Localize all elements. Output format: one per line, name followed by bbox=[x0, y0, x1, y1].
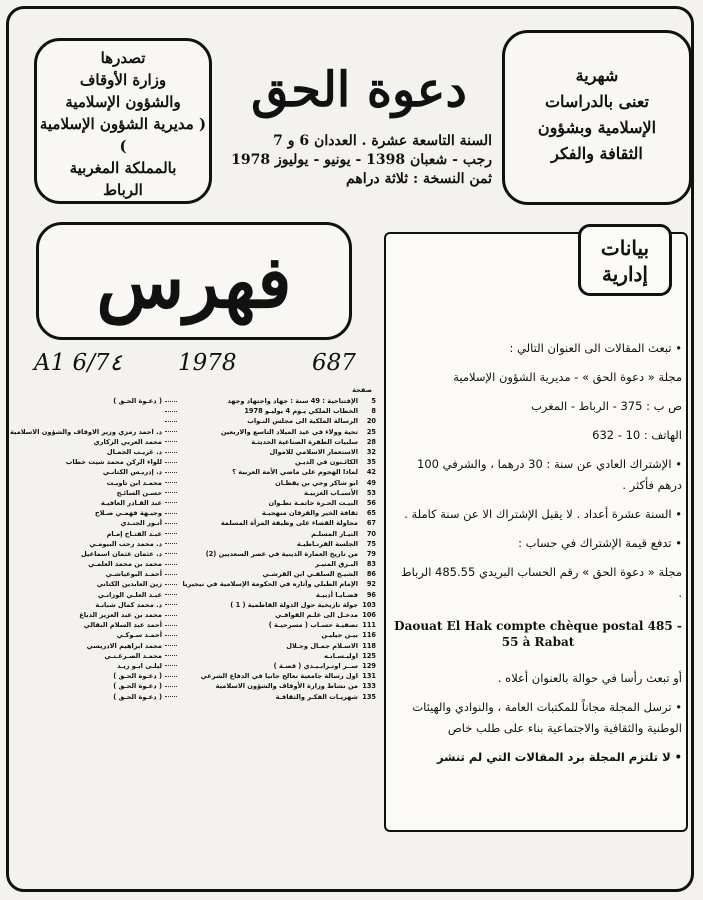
toc-author: ( دعـوة الحـق ) bbox=[113, 672, 162, 681]
toc-author: محمد بن عبد العزيز الدباغ bbox=[79, 611, 162, 620]
toc-author: أحمـد البوعياشـي bbox=[105, 570, 162, 579]
toc-dot-leader bbox=[165, 564, 177, 565]
toc-row bbox=[36, 549, 376, 559]
toc-dot-leader bbox=[165, 401, 177, 402]
toc-article-title: الأسبـاب الغربيـة bbox=[304, 488, 358, 497]
toc-article-title: البـرق المنيـر bbox=[315, 560, 358, 569]
toc-page-number: 131 bbox=[362, 672, 376, 681]
admin-header-line: إدارية bbox=[602, 262, 648, 286]
publisher-line: وزارة الأوقاف bbox=[79, 71, 167, 89]
toc-row bbox=[36, 600, 376, 610]
toc-dot-leader bbox=[165, 513, 177, 514]
toc-dot-leader bbox=[165, 655, 177, 656]
toc-dot-leader bbox=[165, 696, 177, 697]
toc-article-title: من تاريخ العمارة الدينية في عصر السعديين (2) bbox=[205, 549, 358, 558]
admin-item: • السنة عشرة أعداد . لا يقبل الإشتراك الا عن سنة كاملة . bbox=[404, 507, 682, 521]
toc-page-number: 67 bbox=[366, 519, 376, 528]
toc-row bbox=[36, 661, 376, 671]
toc-dot-leader bbox=[165, 594, 177, 595]
toc-author: عبـد العلـي الوزانـي bbox=[97, 590, 162, 599]
publisher-line: تصدرها bbox=[100, 49, 146, 67]
toc-row bbox=[36, 457, 376, 467]
toc-page-number: 70 bbox=[366, 529, 376, 538]
publisher-line: بالمملكة المغربية bbox=[69, 159, 177, 177]
toc-dot-leader bbox=[165, 604, 177, 605]
toc-author: محمـد الصـرغـتـي bbox=[104, 651, 162, 660]
toc-article-title: اوليـسـانـه bbox=[324, 651, 358, 660]
toc-page-number: 125 bbox=[362, 651, 376, 660]
toc-article-title: محاولة القضاء على وظيفة المرأة المسلمة bbox=[220, 519, 358, 528]
toc-row bbox=[36, 396, 376, 406]
toc-article-title: ســر اوتـرابـيـدي ( قصـة ) bbox=[273, 661, 358, 670]
toc-row bbox=[36, 488, 376, 498]
toc-article-title: الكائـنون في الديـن bbox=[294, 458, 358, 467]
toc-author: د. عثمان عثمان اسماعيل bbox=[81, 549, 162, 558]
toc-row bbox=[36, 478, 376, 488]
toc-page-number: 35 bbox=[366, 458, 376, 467]
toc-author: محمد العربي الزكاري bbox=[93, 437, 162, 446]
toc-dot-leader bbox=[165, 441, 177, 442]
toc-author: حسـن السائـح bbox=[116, 488, 162, 497]
admin-item: • لا تلتزم المجلة برد المقالات التي لم تنشر bbox=[436, 750, 682, 764]
monthly-line: الإسلامية وبشؤون bbox=[537, 118, 657, 137]
toc-page-number: 92 bbox=[366, 580, 376, 589]
toc-author: زين العابدين الكتاني bbox=[96, 580, 162, 589]
toc-row bbox=[36, 620, 376, 630]
toc-author: أنـور الجنـدي bbox=[120, 519, 162, 528]
toc-page-number: 5 bbox=[371, 397, 376, 406]
toc-row bbox=[36, 681, 376, 691]
admin-item: مجلة « دعوة الحق » - مديرية الشؤون الإسلامية bbox=[453, 370, 682, 384]
toc-article-title: الإمام الطبلي وآثاره في الحكومة الإسلامية في نيجيريا bbox=[182, 580, 358, 589]
toc-dot-leader bbox=[165, 482, 177, 483]
issue-line: رجب - شعبان 1398 - يونيو - يوليوز 1978 bbox=[231, 152, 492, 168]
issue-info bbox=[224, 132, 492, 189]
toc-author: ( دعـوة الحـق ) bbox=[113, 692, 162, 701]
toc-article-title: اول رسالة جامعية تعالج جانبا في الدفاع الشرعي bbox=[200, 672, 358, 681]
admin-item: • تبعث المقالات الى العنوان التالي : bbox=[509, 341, 682, 355]
toc-dot-leader bbox=[165, 492, 177, 493]
admin-item: أو تبعث رأسا في حوالة بالعنوان أعلاه . bbox=[497, 671, 682, 685]
publisher-line: ( مديرية الشؤون الإسلامية ) bbox=[39, 115, 207, 155]
toc-dot-leader bbox=[165, 635, 177, 636]
toc-dot-leader bbox=[165, 452, 177, 453]
toc-dot-leader bbox=[165, 421, 177, 422]
toc-author: د. احمد رمزي وزير الاوقاف والشؤون الاسلامية bbox=[10, 427, 162, 436]
toc-article-title: لماذا الهجوم على ماضي الأمة العربية ؟ bbox=[232, 468, 358, 477]
magazine-title: دعوة الحق bbox=[251, 62, 467, 118]
toc-dot-leader bbox=[165, 574, 177, 575]
toc-author: ( دعـوة الحـق ) bbox=[113, 682, 162, 691]
publisher-line: والشؤون الإسلامية bbox=[65, 93, 181, 111]
toc-page-number: 79 bbox=[366, 549, 376, 558]
toc-article-title: تصفيـة حسـاب ( مسرحيـة ) bbox=[268, 621, 358, 630]
toc-article-title: التيـار المسلـم bbox=[311, 529, 358, 538]
toc-author: د. محمد رجب البيومـي bbox=[89, 539, 162, 548]
toc-page-number: 118 bbox=[362, 641, 376, 650]
toc-page-number: 111 bbox=[362, 621, 376, 630]
toc-page-number: 25 bbox=[366, 427, 376, 436]
toc-dot-leader bbox=[165, 676, 177, 677]
toc-row bbox=[36, 406, 376, 416]
toc-page-number: 116 bbox=[362, 631, 376, 640]
toc-page-number: 8 bbox=[371, 407, 376, 416]
toc-dot-leader bbox=[165, 543, 177, 544]
issue-line: ثمن النسخة : ثلاثة دراهم bbox=[346, 171, 492, 187]
monthly-line: تعنى بالدراسات bbox=[544, 92, 650, 111]
toc-author: وجيـهة فهمـي صـلاح bbox=[94, 509, 162, 518]
toc-row bbox=[36, 610, 376, 620]
toc-article-title: بيـن جيليـن bbox=[321, 631, 358, 640]
toc-author: أحمد عبد السلام البقالي bbox=[83, 621, 162, 630]
toc-article-title: شهريـات الفكـر والثقافـة bbox=[275, 692, 358, 701]
toc-page-number: 56 bbox=[366, 498, 376, 507]
index-title: فهرس bbox=[96, 238, 292, 324]
toc-row bbox=[36, 528, 376, 538]
toc-row bbox=[36, 641, 376, 651]
toc-dot-leader bbox=[165, 431, 177, 432]
toc-page-number: 96 bbox=[366, 590, 376, 599]
index-title-box bbox=[36, 222, 352, 340]
toc-author: د. محمد كمال شبانـة bbox=[95, 600, 162, 609]
monthly-line: شهرية bbox=[575, 66, 619, 85]
toc-author: محمد ابراهيم الادريسي bbox=[86, 641, 162, 650]
toc-page-number: 20 bbox=[366, 417, 376, 426]
toc-row bbox=[36, 671, 376, 681]
toc-page-number: 32 bbox=[366, 448, 376, 457]
toc-dot-leader bbox=[165, 645, 177, 646]
toc-author: د. إدريـس الكتانـي bbox=[102, 468, 162, 477]
toc-article-title: سلبيات الطفرة الصناعية الحديثـة bbox=[251, 437, 358, 446]
monthly-box bbox=[502, 30, 692, 205]
handwritten-number: 687 bbox=[312, 350, 356, 376]
toc-dot-leader bbox=[165, 584, 177, 585]
toc-dot-leader bbox=[165, 502, 177, 503]
toc-article-title: البيـت الحـرة خاتمـة تطـوان bbox=[268, 498, 358, 507]
toc-row bbox=[36, 498, 376, 508]
toc-row bbox=[36, 590, 376, 600]
toc-row bbox=[36, 447, 376, 457]
publisher-line: الرباط bbox=[103, 181, 143, 199]
toc-row bbox=[36, 518, 376, 528]
toc-dot-leader bbox=[165, 665, 177, 666]
toc-dot-leader bbox=[165, 462, 177, 463]
admin-item: الهاتف : 10 - 632 bbox=[592, 428, 682, 442]
toc-author: محمد بن محمد العلمـي bbox=[88, 560, 162, 569]
toc-article-title: تحية وولاء في عيد الميلاد التاسع والاربعين bbox=[220, 427, 358, 436]
toc-page-number: 106 bbox=[362, 611, 376, 620]
toc-page-header: صفحة bbox=[352, 386, 372, 394]
toc-article-title: الجلسة الفرنـاطيـة bbox=[296, 539, 358, 548]
toc-row bbox=[36, 579, 376, 589]
admin-body bbox=[394, 338, 682, 776]
toc-dot-leader bbox=[165, 615, 177, 616]
toc-article-title: ابو شاكر وحي بن يقظـان bbox=[275, 478, 358, 487]
toc-row bbox=[36, 630, 376, 640]
toc-page-number: 129 bbox=[362, 661, 376, 670]
toc-dot-leader bbox=[165, 472, 177, 473]
toc-rows bbox=[10, 396, 376, 702]
admin-item: مجلة « دعوة الحق » رقم الحساب البريدي 485.55 الرباط . bbox=[401, 565, 682, 600]
toc-author: أحمـد سـوكـي bbox=[116, 631, 162, 640]
toc-dot-leader bbox=[165, 686, 177, 687]
toc-row bbox=[36, 569, 376, 579]
toc-dot-leader bbox=[165, 523, 177, 524]
toc-article-title: من نشاط وزارة الأوقاف والشؤون الاسلامية bbox=[215, 682, 358, 691]
toc-author: د. غريـب الجمـال bbox=[106, 448, 162, 457]
toc-article-title: الاسـلام جمـال وجـلال bbox=[286, 641, 358, 650]
toc-page-number: 53 bbox=[366, 488, 376, 497]
admin-header-line: بيانات bbox=[600, 236, 650, 260]
toc-dot-leader bbox=[165, 553, 177, 554]
toc-row bbox=[36, 467, 376, 477]
toc-article-title: جولة تاريخية حول الدولة الفاطمية ( 1 ) bbox=[230, 600, 358, 609]
toc-page-number: 86 bbox=[366, 570, 376, 579]
toc-row bbox=[36, 416, 376, 426]
table-of-contents bbox=[10, 386, 376, 702]
toc-page-number: 133 bbox=[362, 682, 376, 691]
toc-article-title: الخطاب الملكي يـوم 4 يوليـو 1978 bbox=[244, 407, 358, 416]
toc-row bbox=[36, 559, 376, 569]
toc-page-number: 28 bbox=[366, 437, 376, 446]
toc-author: عبـد الفتـاح إمـام bbox=[106, 529, 162, 538]
toc-author: ليلـى ابـو زيـد bbox=[117, 661, 162, 670]
toc-row bbox=[36, 691, 376, 701]
toc-row bbox=[36, 651, 376, 661]
toc-article-title: الإفتتاحية : 49 سنة : جهاد واجتهاد وجهد bbox=[227, 397, 358, 406]
toc-article-title: ثقافة الخير والفرقان منهجيـة bbox=[261, 509, 358, 518]
admin-info-box bbox=[384, 232, 688, 832]
admin-item: • الإشتراك العادي عن سنة : 30 درهما ، والشرفي 100 درهم فأكثر . bbox=[417, 457, 682, 492]
handwritten-shelfmark: A1 6/7٤ bbox=[34, 350, 122, 376]
toc-author: عبد القـادر العافيـة bbox=[100, 498, 162, 507]
toc-article-title: الاستعمار الاسلامي للاموال bbox=[269, 448, 358, 457]
toc-row bbox=[10, 427, 376, 437]
monthly-line: الثقافة والفكر bbox=[551, 144, 643, 163]
admin-latin-line: Daouat El Hak compte chèque postal 485 - 55 à Rabat bbox=[394, 619, 682, 649]
toc-page-number: 42 bbox=[366, 468, 376, 477]
toc-dot-leader bbox=[165, 625, 177, 626]
publisher-box bbox=[34, 38, 212, 204]
toc-article-title: قضـايـا أدبيـة bbox=[315, 590, 358, 599]
toc-article-title: الشيـخ السلفـي ابن القرشـي bbox=[262, 570, 358, 579]
toc-author: للواء الركن محمد شيت خطاب bbox=[65, 458, 162, 467]
issue-line: السنة التاسعة عشرة . العددان 6 و 7 bbox=[273, 133, 492, 149]
toc-article-title: مدخـل الى علـم القوافـي bbox=[275, 611, 358, 620]
toc-page-number: 103 bbox=[362, 600, 376, 609]
toc-row bbox=[36, 508, 376, 518]
toc-page-number: 135 bbox=[362, 692, 376, 701]
toc-page-number: 65 bbox=[366, 509, 376, 518]
handwritten-year: 1978 bbox=[178, 350, 237, 376]
toc-row bbox=[36, 437, 376, 447]
admin-item: • تدفع قيمة الإشتراك في حساب : bbox=[518, 536, 682, 550]
admin-item: ص ب : 375 - الرباط - المغرب bbox=[531, 399, 682, 413]
toc-page-number: 75 bbox=[366, 539, 376, 548]
admin-header bbox=[578, 224, 672, 296]
toc-author: محمـد ابن تاويـت bbox=[106, 478, 162, 487]
toc-dot-leader bbox=[165, 411, 177, 412]
toc-row bbox=[36, 539, 376, 549]
toc-page-number: 83 bbox=[366, 560, 376, 569]
toc-author: ( دعـوة الحـق ) bbox=[113, 397, 162, 406]
admin-item: • ترسل المجلة مجاناً للمكتبات العامة ، والنوادي والهيئات الوطنية والثقافية والاجتماعية بناء على طلب خاص bbox=[412, 700, 682, 735]
toc-page-number: 49 bbox=[366, 478, 376, 487]
toc-article-title: الرسالة الملكية الى مجلس النـواب bbox=[247, 417, 358, 426]
toc-dot-leader bbox=[165, 533, 177, 534]
